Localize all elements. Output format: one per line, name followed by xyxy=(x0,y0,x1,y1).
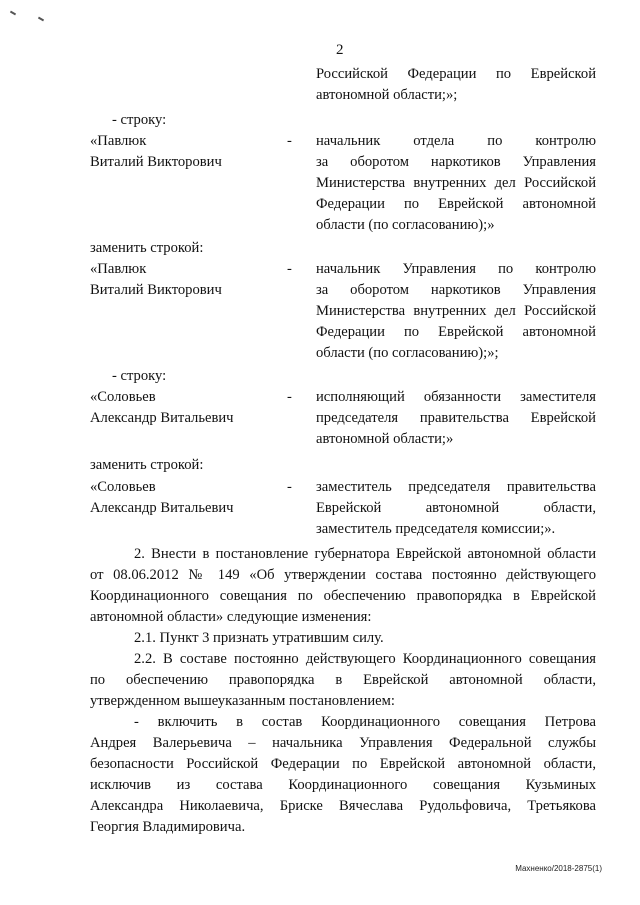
person-name xyxy=(90,131,290,173)
person-name xyxy=(90,259,290,301)
text-line: Еврейской автономной области, xyxy=(316,500,596,516)
text-line: 2.2. В составе постоянно действующего Координационного совещания xyxy=(134,651,596,667)
text-line: области (по согласованию);» xyxy=(316,217,495,233)
dash-separator: - xyxy=(287,261,292,277)
text-line: Федерации по Еврейской автономной xyxy=(316,196,596,212)
text-line: Координационного совещания по обеспечению правопорядка в Еврейской xyxy=(90,588,596,604)
block-label: заменить строкой: xyxy=(90,240,204,256)
text-line: за оборотом наркотиков Управления xyxy=(316,154,596,170)
position-description xyxy=(316,387,596,450)
text-line: «Соловьев xyxy=(90,389,156,405)
text-line: автономной области» следующие изменения: xyxy=(90,609,372,625)
page-number: 2 xyxy=(336,42,344,58)
scan-mark xyxy=(10,11,16,16)
text-line: области (по согласованию);»; xyxy=(316,345,499,361)
text-line: «Соловьев xyxy=(90,479,156,495)
text-line: заместитель председателя правительства xyxy=(316,479,596,495)
paragraph-include-exclude xyxy=(90,712,596,838)
paragraph-2 xyxy=(90,544,596,628)
person-name xyxy=(90,477,290,519)
block-label: - строку: xyxy=(112,112,167,128)
text-line: Александр Витальевич xyxy=(90,500,234,516)
text-line: автономной области;»; xyxy=(316,87,458,103)
dash-separator: - xyxy=(287,389,292,405)
intro-tail xyxy=(316,64,596,106)
text-line: Георгия Владимировича. xyxy=(90,819,246,835)
text-line: 2.1. Пункт 3 признать утратившим силу. xyxy=(134,630,384,646)
person-name xyxy=(90,387,290,429)
text-line: «Павлюк xyxy=(90,133,147,149)
text-line: за оборотом наркотиков Управления xyxy=(316,282,596,298)
text-line: 2. Внести в постановление губернатора Еврейской автономной области xyxy=(134,546,596,562)
text-line: Министерства внутренних дел Российской xyxy=(316,303,596,319)
text-line: председателя правительства Еврейской xyxy=(316,410,596,426)
dash-separator: - xyxy=(287,479,292,495)
position-description xyxy=(316,477,596,540)
text-line: начальник Управления по контролю xyxy=(316,261,596,277)
text-line: утвержденном вышеуказанным постановлением: xyxy=(90,693,395,709)
block-label: заменить строкой: xyxy=(90,457,204,473)
paragraph-2-1 xyxy=(90,628,596,649)
text-line: начальник отдела по контролю xyxy=(316,133,596,149)
dash-separator: - xyxy=(287,133,292,149)
text-line: Виталий Викторович xyxy=(90,282,222,298)
scan-mark xyxy=(38,17,44,22)
text-line: заместитель председателя комиссии;». xyxy=(316,521,556,537)
text-line: - включить в состав Координационного совещания Петрова xyxy=(134,714,596,730)
position-description xyxy=(316,131,596,236)
text-line: по обеспечению правопорядка в Еврейской автономной области, xyxy=(90,672,596,688)
text-line: Андрея Валерьевича – начальника Управления Федеральной службы xyxy=(90,735,596,751)
text-line: Виталий Викторович xyxy=(90,154,222,170)
text-line: Александр Витальевич xyxy=(90,410,234,426)
paragraph-2-2 xyxy=(90,649,596,712)
position-description xyxy=(316,259,596,364)
text-line: автономной области;» xyxy=(316,431,454,447)
text-line: исполняющий обязанности заместителя xyxy=(316,389,596,405)
block-label: - строку: xyxy=(112,368,167,384)
text-line: исключив из состава Координационного совещания Кузьминых xyxy=(90,777,596,793)
text-line: Российской Федерации по Еврейской xyxy=(316,66,596,82)
text-line: от 08.06.2012 № 149 «Об утверждении состава постоянно действующего xyxy=(90,567,596,583)
text-line: Александра Николаевича, Бриске Вячеслава Рудольфовича, Третьякова xyxy=(90,798,596,814)
footer-reference: Махненко/2018-2875(1) xyxy=(515,864,602,873)
text-line: Министерства внутренних дел Российской xyxy=(316,175,596,191)
text-line: безопасности Российской Федерации по Еврейской автономной области, xyxy=(90,756,596,772)
text-line: Федерации по Еврейской автономной xyxy=(316,324,596,340)
text-line: «Павлюк xyxy=(90,261,147,277)
